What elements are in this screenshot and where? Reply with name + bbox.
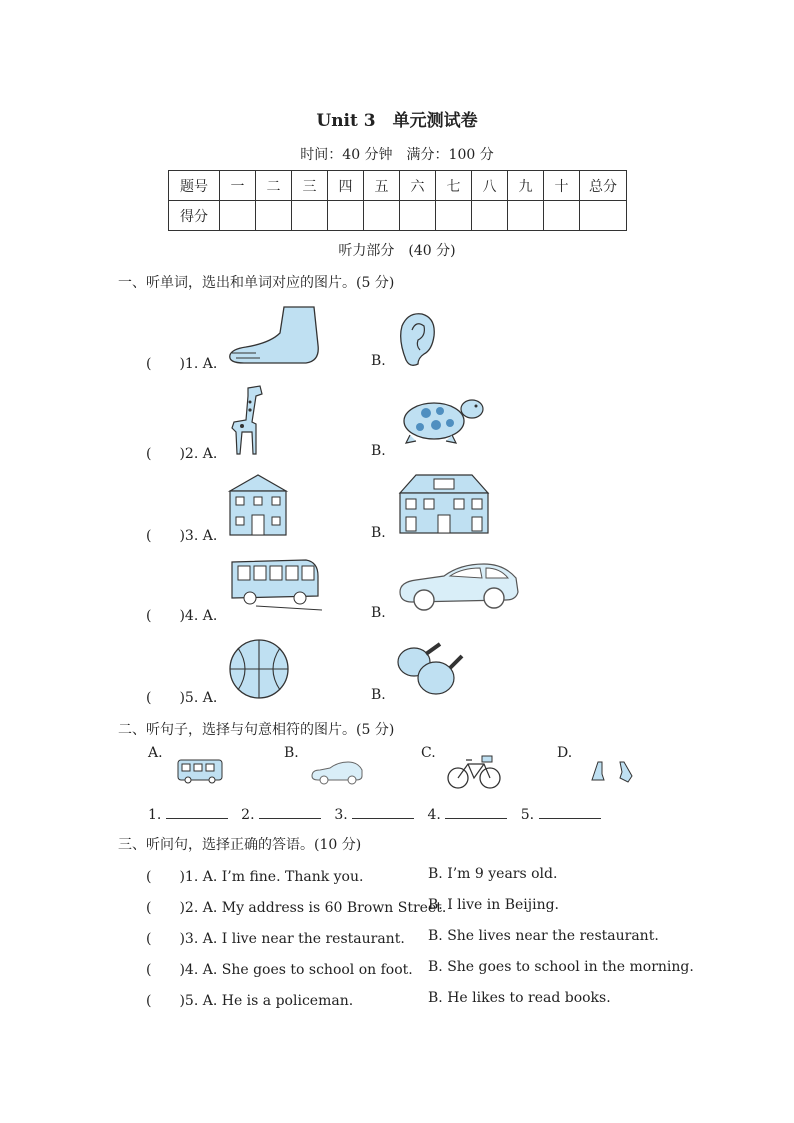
score-cell[interactable] <box>508 201 544 231</box>
section1-option-b: B. <box>371 605 386 621</box>
listening-part-heading: 听力部分 (40 分) <box>338 243 456 259</box>
blank-number: 5. <box>520 807 535 823</box>
bicycle-picture <box>446 752 502 790</box>
section1-option-b: B. <box>371 443 386 459</box>
answer-blank[interactable] <box>539 806 601 819</box>
score-cell[interactable] <box>400 201 436 231</box>
score-cell[interactable] <box>364 201 400 231</box>
section2-option-c: C. <box>421 745 436 761</box>
section1-heading: 一、听单词，选出和单词对应的图片。(5 分) <box>118 275 395 291</box>
page-title: Unit 3 单元测试卷 <box>316 111 478 131</box>
answer-blank[interactable] <box>445 806 507 819</box>
answer-blank[interactable] <box>259 806 321 819</box>
small-bus-picture <box>174 756 226 788</box>
score-cell[interactable] <box>220 201 256 231</box>
score-header-cell: 六 <box>400 171 436 201</box>
score-header-cell: 一 <box>220 171 256 201</box>
section1-option-b: B. <box>371 687 386 703</box>
score-table-score-row <box>169 201 627 231</box>
score-row-label: 得分 <box>169 201 220 231</box>
section3-option-b: B. She lives near the restaurant. <box>428 928 659 944</box>
score-header-cell: 七 <box>436 171 472 201</box>
section3-option-b: B. I’m 9 years old. <box>428 866 558 882</box>
section2-option-a: A. <box>148 745 163 761</box>
blank-number: 2. <box>241 807 255 823</box>
section3-option-b: B. She goes to school in the morning. <box>428 959 694 975</box>
giraffe-picture <box>226 382 270 458</box>
section3-question-2: ( )2. A. My address is 60 Brown Street. <box>146 900 447 916</box>
score-header-cell: 二 <box>256 171 292 201</box>
score-header-cell: 题号 <box>169 171 220 201</box>
blank-number: 1. <box>148 807 162 823</box>
section2-option-d: D. <box>557 745 573 761</box>
section2-option-b: B. <box>284 745 299 761</box>
ear-picture <box>396 310 440 368</box>
section3-question-5: ( )5. A. He is a policeman. <box>146 993 354 1009</box>
hotel-picture <box>396 467 492 537</box>
score-table <box>168 170 627 231</box>
car-picture <box>396 558 522 614</box>
blank-number: 3. <box>334 807 348 823</box>
section3-question-3: ( )3. A. I live near the restaurant. <box>146 931 405 947</box>
score-cell[interactable] <box>580 201 627 231</box>
foot-picture <box>226 305 322 367</box>
score-cell[interactable] <box>292 201 328 231</box>
score-cell[interactable] <box>256 201 292 231</box>
answer-blank[interactable] <box>166 806 228 819</box>
section3-question-4: ( )4. A. She goes to school on foot. <box>146 962 413 978</box>
section3-option-b: B. I live in Beijing. <box>428 897 560 913</box>
exam-info: 时间：40 分钟 满分：100 分 <box>300 147 494 163</box>
score-cell[interactable] <box>472 201 508 231</box>
score-header-cell: 十 <box>544 171 580 201</box>
bus-picture <box>226 556 322 612</box>
section1-question-2: ( )2. A. <box>146 446 218 462</box>
answer-blank[interactable] <box>352 806 414 819</box>
score-header-cell: 八 <box>472 171 508 201</box>
score-cell[interactable] <box>544 201 580 231</box>
section2-heading: 二、听句子，选择与句意相符的图片。(5 分) <box>118 722 395 738</box>
score-cell[interactable] <box>328 201 364 231</box>
section1-question-4: ( )4. A. <box>146 608 218 624</box>
small-car-picture <box>310 760 364 786</box>
score-header-cell: 四 <box>328 171 364 201</box>
score-header-cell: 三 <box>292 171 328 201</box>
blank-number: 4. <box>427 807 441 823</box>
section2-answer-blanks <box>148 806 601 823</box>
basketball-picture <box>228 638 290 700</box>
score-header-cell: 总分 <box>580 171 627 201</box>
score-table-header-row <box>169 171 627 201</box>
bookstore-picture <box>226 473 290 537</box>
turtle-picture <box>396 395 488 445</box>
section3-question-1: ( )1. A. I’m fine. Thank you. <box>146 869 364 885</box>
score-header-cell: 九 <box>508 171 544 201</box>
section1-question-1: ( )1. A. <box>146 356 218 372</box>
section3-option-b: B. He likes to read books. <box>428 990 611 1006</box>
section1-option-b: B. <box>371 525 386 541</box>
section3-heading: 三、听问句，选择正确的答语。(10 分) <box>118 837 362 853</box>
ping-pong-paddles-picture <box>396 640 466 700</box>
section1-question-3: ( )3. A. <box>146 528 218 544</box>
walking-feet-picture <box>588 760 636 786</box>
score-cell[interactable] <box>436 201 472 231</box>
section1-option-b: B. <box>371 353 386 369</box>
section1-question-5: ( )5. A. <box>146 690 218 706</box>
score-header-cell: 五 <box>364 171 400 201</box>
